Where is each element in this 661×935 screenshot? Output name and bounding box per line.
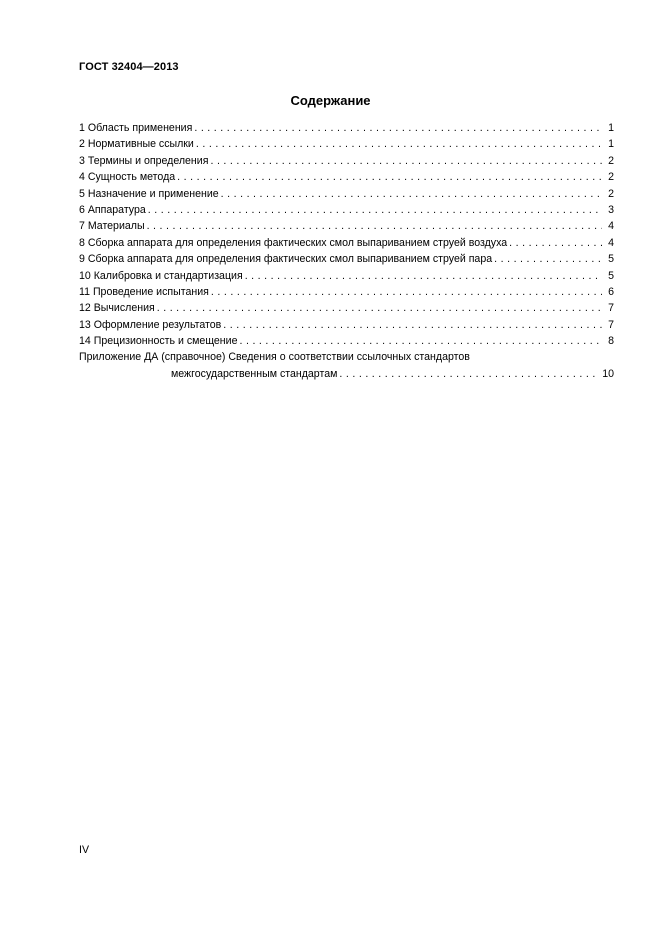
toc-entry[interactable] [79, 268, 614, 284]
toc-appendix-title-continued: межгосударственным стандартам [171, 367, 338, 380]
toc-entry[interactable] [79, 169, 614, 185]
toc-entry-page: 4 [608, 236, 614, 249]
toc-entry[interactable] [79, 218, 614, 234]
toc-leader-dots [157, 300, 602, 316]
toc-appendix-title: Приложение ДА (справочное) Сведения о соответствии ссылочных стандартов [79, 351, 470, 364]
toc-leader-dots [194, 120, 602, 136]
toc-entry[interactable] [79, 251, 614, 267]
toc-entry-page: 2 [608, 187, 614, 200]
toc-entry-label: 1 Область применения [79, 122, 193, 134]
toc-entry-label: 7 Материалы [79, 220, 145, 233]
toc-leader-dots [223, 317, 602, 333]
toc-entry[interactable] [79, 284, 614, 300]
toc-entry-label: 6 Аппаратура [79, 203, 146, 216]
toc-entry[interactable] [79, 153, 614, 169]
toc-leader-dots [196, 136, 602, 152]
toc-leader-dots [147, 218, 602, 234]
toc-entry-page: 7 [608, 302, 614, 315]
toc-leader-dots [339, 366, 598, 382]
toc-entry[interactable] [79, 120, 614, 136]
toc-entry[interactable] [79, 317, 614, 333]
toc-entry-page: 1 [608, 138, 614, 151]
toc-entry-label: 11 Проведение испытания [79, 285, 209, 298]
toc-entry-page: 3 [608, 203, 614, 216]
toc-leader-dots [239, 333, 602, 349]
toc-leader-dots [148, 202, 602, 218]
toc-entry[interactable] [79, 300, 614, 316]
toc-entry-page: 4 [608, 220, 614, 233]
toc-entry-page: 5 [608, 253, 614, 266]
toc-entry-page: 7 [608, 318, 614, 331]
page-number: IV [79, 844, 90, 856]
toc-entry-label: 13 Оформление результатов [79, 318, 222, 331]
toc-entry-label: 2 Нормативные ссылки [79, 138, 194, 151]
toc-entry[interactable] [79, 235, 614, 251]
toc-leader-dots [245, 268, 602, 284]
toc-entry[interactable] [79, 333, 614, 349]
toc-entry-page: 5 [608, 269, 614, 282]
toc-leader-dots [211, 284, 602, 300]
toc-entry-page: 2 [608, 171, 614, 184]
toc-appendix-continuation[interactable] [79, 366, 614, 382]
toc-entry-label: 4 Сущность метода [79, 171, 176, 184]
toc-entry-page: 8 [608, 335, 614, 348]
document-code: ГОСТ 32404—2013 [79, 61, 179, 73]
toc-entry[interactable] [79, 186, 614, 202]
toc-entry[interactable] [79, 202, 614, 218]
toc-leader-dots [177, 169, 602, 185]
toc-entry-label: 9 Сборка аппарата для определения фактических смол выпариванием струей пара [79, 253, 493, 266]
toc-entry-label: 12 Вычисления [79, 302, 155, 315]
toc-entry[interactable] [79, 136, 614, 152]
toc-entry-label: 8 Сборка аппарата для определения фактических смол выпариванием струей воздуха [79, 236, 508, 249]
toc-leader-dots [221, 186, 602, 202]
toc-leader-dots [509, 235, 602, 251]
toc-appendix-entry[interactable] [79, 349, 614, 365]
toc-entry-label: 10 Калибровка и стандартизация [79, 269, 243, 282]
toc-title: Содержание [290, 93, 371, 108]
toc-leader-dots [210, 153, 602, 169]
toc-entry-page: 6 [608, 285, 614, 298]
toc-leader-dots [494, 251, 602, 267]
toc-entry-label: 14 Прецизионность и смещение [79, 335, 238, 348]
table-of-contents [79, 120, 614, 382]
toc-appendix-page: 10 [602, 367, 614, 380]
toc-entry-label: 5 Назначение и применение [79, 187, 219, 200]
toc-entry-label: 3 Термины и определения [79, 154, 209, 167]
toc-entry-page: 1 [608, 122, 614, 134]
toc-entry-page: 2 [608, 154, 614, 167]
